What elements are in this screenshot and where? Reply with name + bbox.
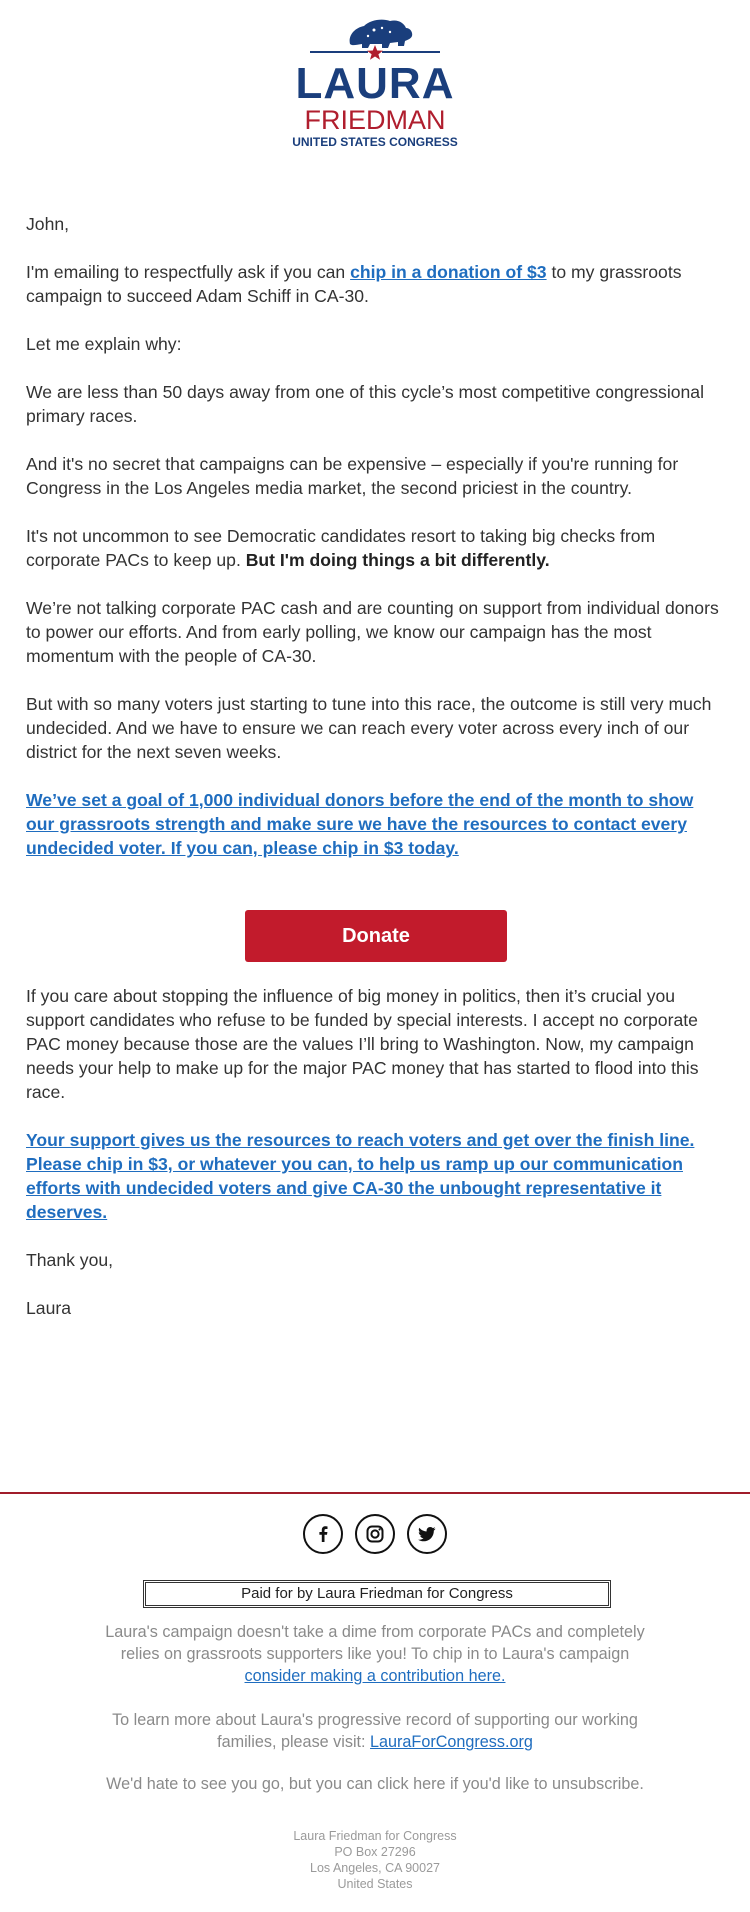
donate-wrap: [26, 910, 726, 962]
campaign-logo: [0, 14, 750, 150]
paragraph-pacs-bold: But I'm doing things a bit differently.: [245, 550, 550, 570]
logo-tagline: UNITED STATES CONGRESS: [292, 135, 458, 149]
social-links: [0, 1514, 750, 1554]
footer-contribution-text: [90, 1621, 660, 1687]
donation-link[interactable]: chip in a donation of $3: [350, 262, 547, 282]
cta-paragraph-1: [26, 788, 726, 860]
email-body: [26, 212, 726, 1344]
paragraph-ask: [26, 260, 726, 308]
logo-name-first: LAURA: [295, 59, 455, 108]
paragraph-explain: Let me explain why:: [26, 334, 182, 354]
paragraph-ask-text: I'm emailing to respectfully ask if you can: [26, 262, 351, 282]
twitter-icon[interactable]: [407, 1514, 447, 1554]
greeting: John,: [26, 214, 70, 234]
facebook-icon[interactable]: [303, 1514, 343, 1554]
unsubscribe-text[interactable]: [90, 1773, 660, 1795]
logo-name-last: FRIEDMAN: [304, 105, 446, 135]
signature: Laura: [26, 1298, 71, 1318]
paragraph-big-money: If you care about stopping the influence of big money in politics, then it’s crucial you support candidates who refuse to be funded by special interests. I accept no corporate PAC money because those are the values I’ll bring to Washington. Now, my campaign needs your help to make up for the major PAC money that has started to flood into this race.: [26, 986, 699, 1102]
cta-link-goal[interactable]: We’ve set a goal of 1,000 individual donors before the end of the month to show our grassroots strength and make sure we have the resources to contact every undecided voter. If you can, please chip in $3 today.: [26, 790, 694, 858]
contribution-link[interactable]: consider making a contribution here.: [244, 1667, 506, 1685]
paragraph-expensive: And it's no secret that campaigns can be expensive – especially if you're running for Congress in the Los Angeles media market, the second priciest in the country.: [26, 454, 679, 498]
paragraph-pacs: [26, 524, 726, 572]
footer-divider: [0, 1492, 750, 1494]
mailing-address: [0, 1828, 750, 1892]
paragraph-days: We are less than 50 days away from one of this cycle’s most competitive congressional primary races.: [26, 382, 705, 426]
paragraph-ask-text-end: to my grassroots campaign to succeed Adam Schiff in CA-30.: [26, 262, 682, 306]
footer-learn-more-copy: To learn more about Laura's progressive record of supporting our working families, please visit:: [112, 1711, 638, 1751]
address-line: Los Angeles, CA 90027: [310, 1861, 440, 1875]
bear-flag-icon: [290, 14, 460, 62]
website-link[interactable]: LauraForCongress.org: [370, 1733, 533, 1751]
address-line: Laura Friedman for Congress: [293, 1829, 457, 1843]
paragraph-donors: We’re not talking corporate PAC cash and are counting on support from individual donors to power our efforts. And from early polling, we know our campaign has the most momentum with the people of CA-30.: [26, 598, 719, 666]
paragraph-pacs-text: It's not uncommon to see Democratic candidates resort to taking big checks from corporate PACs to keep up.: [26, 526, 656, 570]
cta-link-support[interactable]: Your support gives us the resources to reach voters and get over the finish line. Please chip in $3, or whatever you can, to help us ramp up our communication efforts with undecided voters and give CA-30 the unbought representative it deserves.: [26, 1130, 695, 1222]
donate-button[interactable]: Donate: [245, 910, 507, 962]
unsubscribe-copy[interactable]: We'd hate to see you go, but you can click here if you'd like to unsubscribe.: [106, 1775, 644, 1793]
instagram-icon[interactable]: [355, 1514, 395, 1554]
paid-for-disclaimer: Paid for by Laura Friedman for Congress: [143, 1580, 611, 1608]
cta-paragraph-2: [26, 1128, 726, 1224]
address-line: United States: [337, 1877, 413, 1891]
paragraph-undecided: But with so many voters just starting to tune into this race, the outcome is still very much undecided. And we have to ensure we can reach every voter across every inch of our district for the next seven weeks.: [26, 694, 712, 762]
footer-contribution-copy: Laura's campaign doesn't take a dime from corporate PACs and completely relies on grassroots supporters like you! To chip in to Laura's campaign: [105, 1623, 645, 1663]
address-line: PO Box 27296: [334, 1845, 416, 1859]
signoff: Thank you,: [26, 1250, 114, 1270]
footer-learn-more: [90, 1709, 660, 1753]
